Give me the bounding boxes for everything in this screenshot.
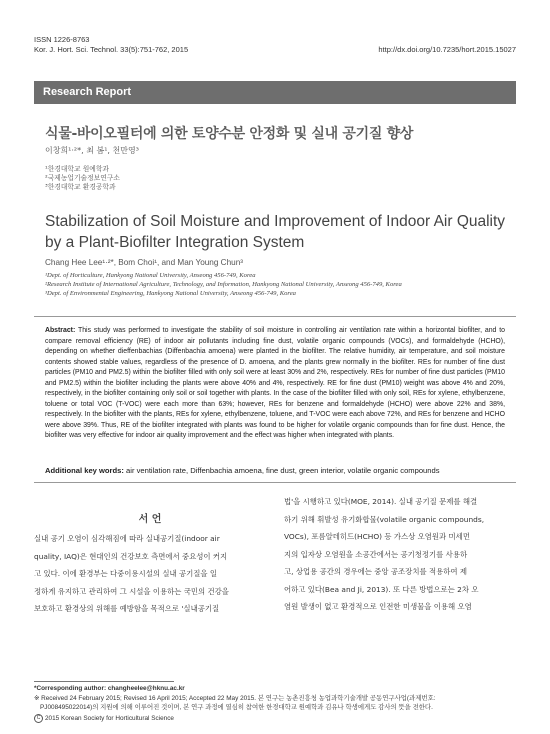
intro-right-column (284, 493, 516, 616)
abstract-text: This study was performed to investigate the stability of soil moisture in controlling air ventilation rate within a horizontal biofilter, and to compare removal efficiency (RE) of indoor air pollutants including fine dust, volatile organic compounds (VOCs), and formaldehyde (HCHO), depending on whether dieffenbachias (Diffenbachia amoena) were planted in the biofilter. The relative humidity, air temperature, and soil moisture contents showed stable values, regardless of the presence of D. amoena, and the plants grew normally in the biofilter. REs for number of fine dust particles (PM10 and PM2.5) within the biofilter filled with only soil were at least 30% and 2%, respectively. REs for number of fine dust particles (PM10 and PM2.5) within the biofilter including the plants were above 40% and 4%, respectively. RE for fine dust (PM10) weight was above 4% and 20%, respectively, in the biofilter containing only soil or soil together with plants. In the case of the biofilter filled with only soil, REs for xylene, ethylbenzene, toluene or total VOC (T-VOC) were each more than 63%; however, REs for benzene and formaldehyde (HCHO) were above 22% and 38%, respectively. In the biofilter with the plants, REs for xylene, ethylbenzene, toluene, and T-VOC were each above 72%, and REs for benzene and HCHO were above 39%. Thus, RE of the biofilter integrated with plants was found to be higher for volatile organic compounds than for fine dust. Hence, the biofilter was very effective for indoor air quality improvement and the effect was higher when integrated with plants. (45, 327, 506, 439)
received-note-cont: PJ008495022014)의 지원에 의해 이루어진 것이며, 본 연구 과정에 열심히 참여한 한경대학교 원예학과 김유나 학생에게도 감사의 뜻을 전한다. (40, 704, 433, 711)
article-type-banner (34, 81, 516, 104)
text-line: 보호하고 환경상의 위해를 예방함을 목적으로 '실내공기질 (34, 604, 220, 613)
korean-affiliation: ³한경대학교 환경공학과 (45, 183, 116, 191)
abstract-label: Abstract: (45, 327, 76, 334)
text-line: 지의 입자상 오염원을 소공간에서는 공기청정기를 사용하 (284, 549, 468, 559)
copyright (34, 714, 174, 723)
corresponding-author: *Corresponding author: changheelee@hknu.ac.kr (34, 685, 185, 692)
text-line: 어하고 있다(Bea and Ji, 2013). 또 다른 방법으로는 2차 오 (284, 584, 479, 594)
korean-title: 식물-바이오필터에 의한 토양수분 안정화 및 실내 공기질 향상 (45, 126, 414, 142)
issn: ISSN 1226-8763 (34, 35, 90, 44)
received-note: ※ Received 24 February 2015; Revised 16 April 2015; Accepted 22 May 2015. 본 연구는 농촌진흥청 농업과학기술개발 공동연구사업(과제번호: (34, 695, 436, 702)
footnote-rule (34, 681, 174, 682)
english-affiliation: ¹Dept. of Horticulture, Hankyong National University, Anseong 456-749, Korea (45, 272, 256, 279)
english-affiliation: ³Dept. of Environmental Engineering, Hankyong National University, Anseong 456-749, Korea (45, 290, 296, 297)
text-line: 하기 위해 휘발성 유기화합물(volatile organic compounds, (284, 514, 485, 524)
english-affiliation: ²Research Institute of International Agriculture, Technology, and Information, Hankyong National University, Anseong 456-749, Korea (45, 281, 402, 288)
divider (34, 316, 516, 317)
journal-citation: Kor. J. Hort. Sci. Technol. 33(5):751-762, 2015 (34, 45, 189, 54)
korean-affiliation: ²국제농업기술정보연구소 (45, 174, 120, 182)
keywords (45, 466, 515, 475)
text-line: 정하게 유지하고 관리하여 그 시설을 이용하는 국민의 건강을 (34, 586, 229, 596)
korean-affiliation: ¹한경대학교 원예학과 (45, 165, 109, 173)
divider (34, 482, 516, 483)
text-line: 염원 발생이 없고 환경적으로 인전한 미생물을 이용해 오염 (284, 602, 472, 611)
doi-link[interactable]: http://dx.doi.org/10.7235/hort.2015.15027 (378, 45, 516, 54)
english-title: Stabilization of Soil Moisture and Improvement of Indoor Air Quality by a Plant-Biofilter Integration System (45, 213, 506, 251)
english-authors: Chang Hee Lee¹·²*, Bom Choi¹, and Man Young Chun³ (45, 258, 243, 267)
text-line: 실내 공기 오염이 심각해짐에 따라 실내공기질(indoor air (34, 534, 220, 543)
text-line: quality, IAQ)은 현대인의 건강보호 측면에서 중요성이 커지 (34, 551, 228, 561)
text-line: VOCs), 포름알데히드(HCHO) 등 가스상 오염원과 미세먼 (284, 532, 470, 541)
abstract (45, 326, 505, 442)
text-line: 법'을 시행하고 있다(MOE, 2014). 실내 공기질 문제를 해결 (284, 497, 478, 506)
keywords-text: air ventilation rate, Diffenbachia amoena, fine dust, green interior, volatile organic compounds (126, 466, 440, 475)
korean-authors: 이창희¹·²*, 최 봄¹, 천만영³ (45, 146, 139, 155)
text-line: 고 있다. 이에 환경부는 다중이용시설의 실내 공기질을 일 (34, 569, 218, 578)
article-type-label: Research Report (43, 86, 132, 98)
section-heading: 서 언 (138, 514, 162, 525)
keywords-label: Additional key words: (45, 466, 124, 475)
copyright-icon: C (34, 714, 43, 723)
copyright-text: 2015 Korean Society for Horticultural Science (45, 715, 174, 723)
intro-left-column (34, 530, 266, 618)
text-line: 고, 상업용 공간의 경우에는 중앙 공조장치를 적용하여 제 (284, 567, 468, 576)
